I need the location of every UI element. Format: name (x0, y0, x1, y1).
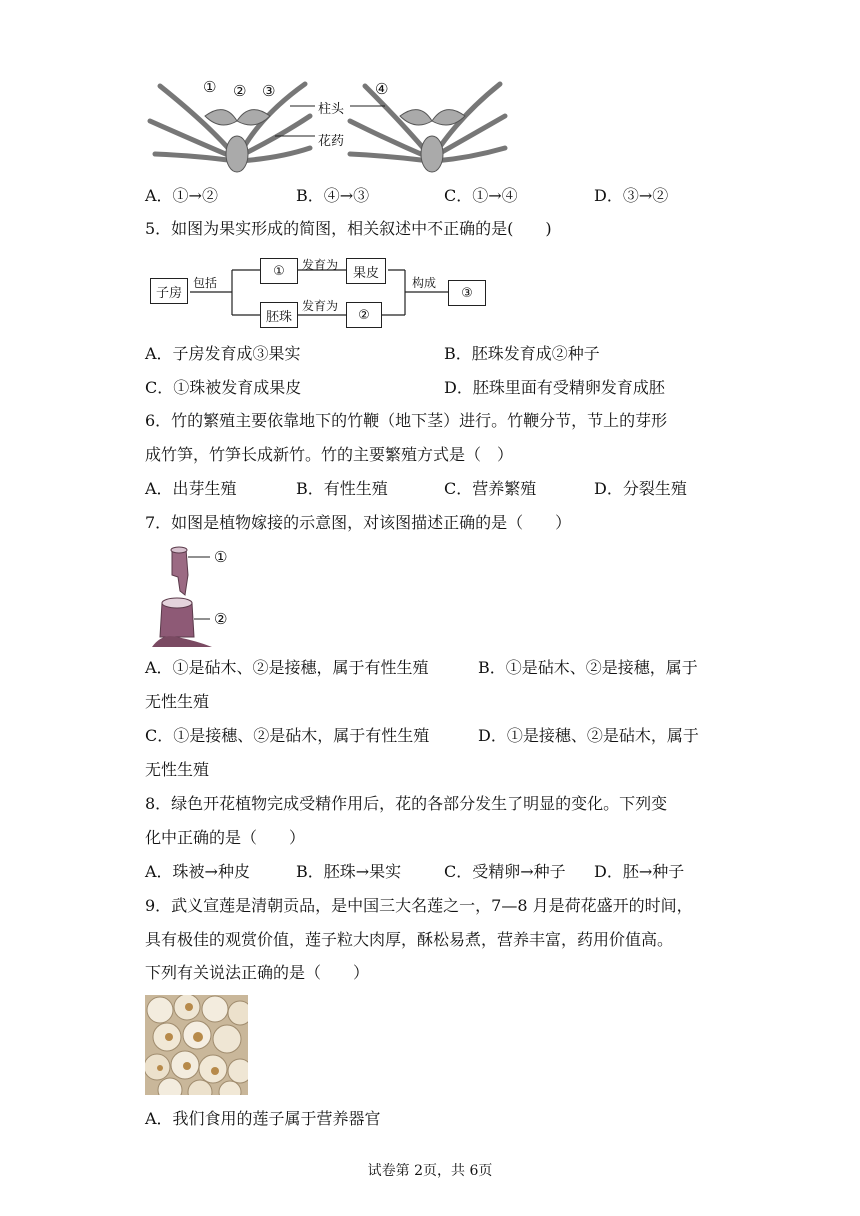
develops-label-1: 发育为 (302, 258, 339, 272)
flower-label-3: ③ (262, 82, 276, 100)
q8-option-a[interactable]: A．珠被→种皮 (145, 862, 250, 881)
q6-option-d[interactable]: D．分裂生殖 (594, 479, 687, 498)
stigma-label: 柱头 (318, 102, 345, 117)
graft-label-2: ② (214, 610, 228, 628)
box-2 (346, 302, 382, 328)
q7-option-d[interactable]: D．①是接穗、②是砧木，属于 (478, 726, 699, 745)
peel-text: 果皮 (352, 265, 379, 281)
q7-option-b-cont: 无性生殖 (145, 692, 210, 711)
q8-stem-line2: 化中正确的是（ ） (145, 828, 306, 847)
q5-option-c[interactable]: C．①珠被发育成果皮 (145, 378, 302, 397)
q9-stem-line1: 9．武义宣莲是清朝贡品，是中国三大名莲之一，7—8 月是荷花盛开的时间， (145, 896, 693, 915)
q6-option-a[interactable]: A．出芽生殖 (145, 479, 237, 498)
box-1 (260, 258, 298, 284)
forms-label: 构成 (412, 276, 437, 290)
page-footer: 试卷第 2页，共 6页 (367, 1163, 493, 1179)
peel-box (346, 258, 386, 284)
q6-stem-line1: 6．竹的繁殖主要依靠地下的竹鞭（地下茎）进行。竹鞭分节，节上的芽形 (145, 411, 668, 430)
q8-option-d[interactable]: D．胚→种子 (594, 862, 685, 881)
graft-label-1: ① (214, 548, 228, 566)
q9-stem-line3: 下列有关说法正确的是（ ） (145, 963, 370, 982)
flower-label-1: ① (203, 78, 217, 96)
lotus-seeds-photo (145, 995, 248, 1095)
ovary-text: 子房 (155, 285, 182, 301)
develops-label-2: 发育为 (302, 299, 339, 313)
q8-stem-line1: 8．绿色开花植物完成受精作用后，花的各部分发生了明显的变化。下列变 (145, 794, 668, 813)
q5-option-b[interactable]: B．胚珠发育成②种子 (444, 344, 600, 363)
q5-stem: 5．如图为果实形成的简图，相关叙述中不正确的是( ) (145, 219, 552, 238)
q4-option-d[interactable]: D．③→② (594, 186, 669, 205)
q4-option-b[interactable]: B．④→③ (296, 186, 370, 205)
q5-option-a[interactable]: A．子房发育成③果实 (145, 344, 301, 363)
q7-option-a[interactable]: A．①是砧木、②是接穗，属于有性生殖 (145, 658, 429, 677)
q5-option-d[interactable]: D．胚珠里面有受精卵发育成胚 (444, 378, 665, 397)
q4-option-c[interactable]: C．①→④ (444, 186, 518, 205)
q6-stem-line2: 成竹笋，竹笋长成新竹。竹的主要繁殖方式是（ ） (145, 445, 514, 464)
q4-option-a[interactable]: A．①→② (145, 186, 218, 205)
ovule-text: 胚珠 (265, 309, 292, 325)
box-3-text: ③ (461, 285, 473, 301)
flower-label-4: ④ (375, 80, 389, 98)
q8-option-b[interactable]: B．胚珠→果实 (296, 862, 402, 881)
box-3 (448, 280, 486, 306)
q6-option-c[interactable]: C．营养繁殖 (444, 479, 537, 498)
q7-stem: 7．如图是植物嫁接的示意图，对该图描述正确的是（ ） (145, 513, 572, 532)
box-2-text: ② (358, 307, 370, 323)
grafting-diagram (152, 545, 222, 650)
q7-option-c[interactable]: C．①是接穗、②是砧木，属于有性生殖 (145, 726, 430, 745)
q7-option-b[interactable]: B．①是砧木、②是接穗，属于 (478, 658, 698, 677)
ovary-box (150, 278, 188, 304)
includes-label: 包括 (193, 276, 218, 290)
anther-label: 花药 (318, 134, 345, 149)
q7-option-d-cont: 无性生殖 (145, 760, 210, 779)
flower-label-2: ② (233, 82, 247, 100)
flower-diagram (140, 76, 520, 176)
q8-option-c[interactable]: C．受精卵→种子 (444, 862, 566, 881)
q6-option-b[interactable]: B．有性生殖 (296, 479, 388, 498)
ovule-box (260, 302, 298, 328)
q9-option-a[interactable]: A．我们食用的莲子属于营养器官 (145, 1109, 381, 1128)
box-1-text: ① (273, 263, 285, 279)
q9-stem-line2: 具有极佳的观赏价值，莲子粒大肉厚，酥松易煮，营养丰富，药用价值高。 (145, 930, 674, 949)
